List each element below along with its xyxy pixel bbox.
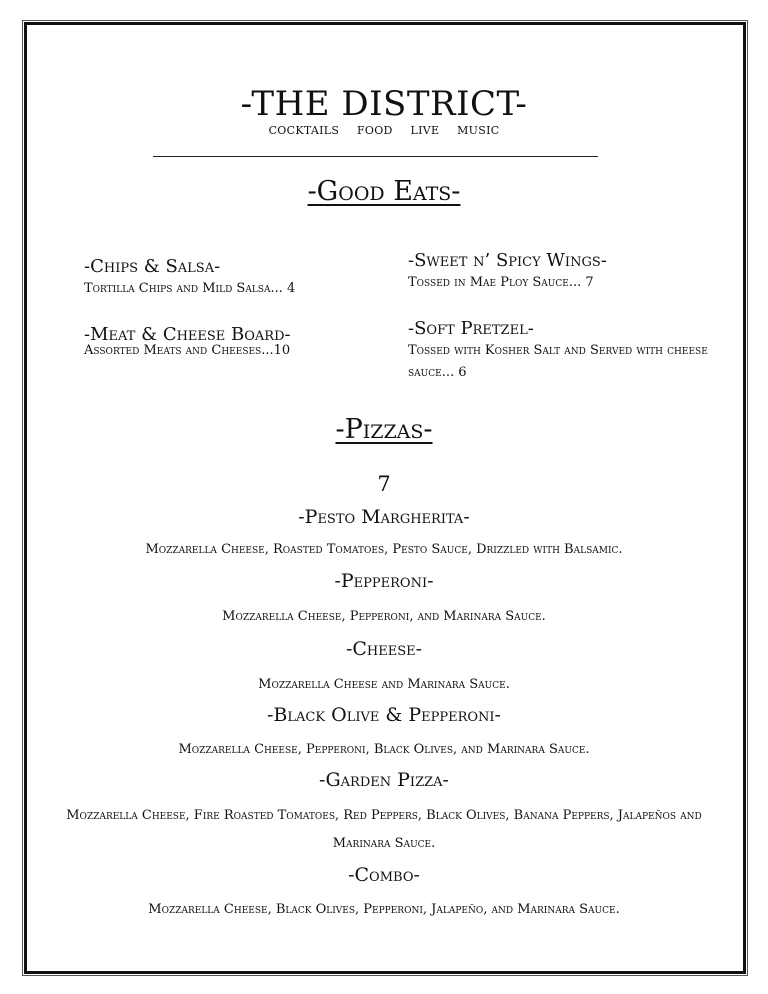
pizza-name: -Garden Pizza-: [319, 769, 449, 791]
header-divider: [153, 156, 598, 157]
tagline: COCKTAILS FOOD LIVE MUSIC: [268, 124, 500, 137]
item-name: -Sweet n’ Spicy Wings-: [408, 250, 607, 271]
pizzas-heading: -Pizzas-: [335, 414, 433, 445]
pizza-name: -Combo-: [348, 864, 420, 886]
menu-item: [408, 250, 738, 294]
item-name: -Meat & Cheese Board-: [84, 324, 291, 345]
menu-item: [84, 256, 414, 300]
item-description: Tossed with Kosher Salt and Served with cheese sauce... 6: [408, 343, 708, 380]
pizza-description: Mozzarella Cheese, Roasted Tomatoes, Pesto Sauce, Drizzled with Balsamic.: [145, 542, 623, 557]
good-eats-heading: -Good Eats-: [307, 176, 461, 207]
menu-item: [84, 324, 414, 362]
item-description: Tortilla Chips and Mild Salsa... 4: [84, 281, 296, 296]
pizza-description: Mozzarella Cheese, Black Olives, Pepperoni, Jalapeño, and Marinara Sauce.: [148, 902, 620, 917]
restaurant-title: -THE DISTRICT-: [240, 84, 528, 124]
pizza-description: Mozzarella Cheese, Pepperoni, and Marinara Sauce.: [222, 609, 546, 624]
pizza-name: -Pepperoni-: [334, 570, 434, 592]
pizza-name: -Pesto Margherita-: [298, 506, 470, 528]
pizza-name: -Cheese-: [345, 638, 423, 660]
pizza-description: Mozzarella Cheese, Pepperoni, Black Olives, and Marinara Sauce.: [178, 742, 590, 757]
pizza-description: Mozzarella Cheese, Fire Roasted Tomatoes, Red Peppers, Black Olives, Banana Peppers, Jalapeños and Marinara Sauce.: [66, 808, 702, 851]
pizza-name: -Black Olive & Pepperoni-: [267, 704, 501, 726]
item-name: -Soft Pretzel-: [408, 318, 534, 339]
pizza-description: Mozzarella Cheese and Marinara Sauce.: [258, 677, 510, 692]
item-description: Tossed in Mae Ploy Sauce... 7: [408, 275, 594, 290]
item-name: -Chips & Salsa-: [84, 256, 221, 277]
item-description: Assorted Meats and Cheeses...10: [84, 343, 291, 358]
menu-item: [408, 318, 748, 384]
pizza-price: 7: [377, 472, 391, 496]
